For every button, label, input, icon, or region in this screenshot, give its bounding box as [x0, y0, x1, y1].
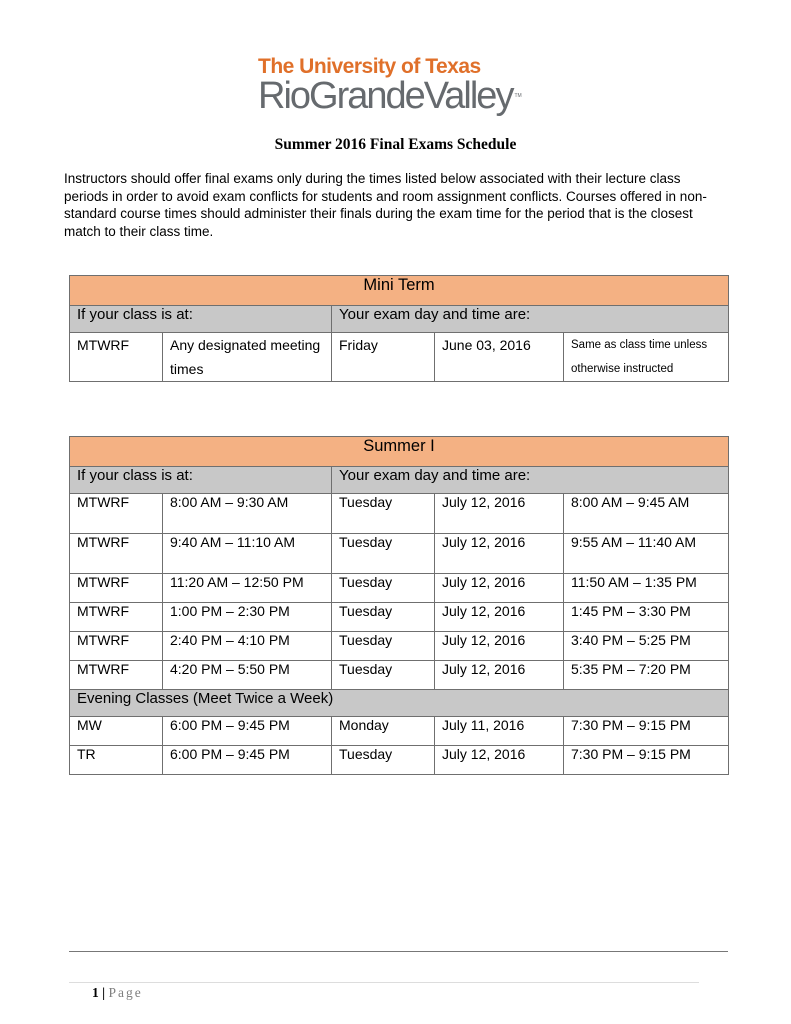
class-time: 6:00 PM – 9:45 PM — [163, 746, 332, 775]
document-title: Summer 2016 Final Exams Schedule — [274, 136, 517, 153]
logo-line-1: The University of Texas — [258, 55, 481, 78]
class-days: MTWRF — [70, 632, 163, 661]
class-days: MTWRF — [70, 661, 163, 690]
exam-date: July 11, 2016 — [435, 717, 564, 746]
university-logo — [258, 55, 538, 115]
exam-time: 1:45 PM – 3:30 PM — [564, 603, 729, 632]
class-time: 11:20 AM – 12:50 PM — [163, 574, 332, 603]
exam-time: 7:30 PM – 9:15 PM — [564, 746, 729, 775]
table-row — [70, 717, 729, 746]
table-row — [70, 632, 729, 661]
intro-paragraph: Instructors should offer final exams only during the times listed below associated with their lecture class periods in order to avoid exam conflicts for students and room assignment conflicts. Courses offered in non-standard course times should administer their finals during the exam time for the period that is the closest match to their class time. — [64, 171, 707, 239]
class-time: Any designated meeting times — [163, 333, 332, 382]
class-time: 1:00 PM – 2:30 PM — [163, 603, 332, 632]
class-time: 4:20 PM – 5:50 PM — [163, 661, 332, 690]
table-row — [70, 333, 729, 382]
mini-term-col-right-header: Your exam day and time are: — [332, 306, 729, 333]
exam-time: 11:50 AM – 1:35 PM — [564, 574, 729, 603]
class-days: MTWRF — [70, 603, 163, 632]
table-row — [70, 746, 729, 775]
exam-date: July 12, 2016 — [435, 534, 564, 574]
exam-time: 8:00 AM – 9:45 AM — [564, 494, 729, 534]
evening-classes-header: Evening Classes (Meet Twice a Week) — [70, 690, 729, 717]
exam-date: July 12, 2016 — [435, 661, 564, 690]
class-days: MTWRF — [70, 574, 163, 603]
table-row — [70, 534, 729, 574]
footer-divider-light — [69, 982, 699, 983]
table-row — [70, 661, 729, 690]
mini-term-table — [69, 275, 729, 382]
exam-date: July 12, 2016 — [435, 746, 564, 775]
exam-time: 3:40 PM – 5:25 PM — [564, 632, 729, 661]
exam-date: June 03, 2016 — [435, 333, 564, 382]
exam-day: Friday — [332, 333, 435, 382]
exam-date: July 12, 2016 — [435, 603, 564, 632]
class-days: MTWRF — [70, 333, 163, 382]
exam-date: July 12, 2016 — [435, 632, 564, 661]
class-days: MTWRF — [70, 494, 163, 534]
exam-day: Tuesday — [332, 746, 435, 775]
exam-day: Tuesday — [332, 574, 435, 603]
page-number: 1 — [92, 985, 99, 1000]
mini-term-col-left-header: If your class is at: — [70, 306, 332, 333]
exam-day: Tuesday — [332, 494, 435, 534]
class-days: MTWRF — [70, 534, 163, 574]
exam-time: 9:55 AM – 11:40 AM — [564, 534, 729, 574]
exam-time: 7:30 PM – 9:15 PM — [564, 717, 729, 746]
exam-day: Monday — [332, 717, 435, 746]
logo-trademark: TM — [514, 93, 522, 99]
mini-term-title: Mini Term — [70, 276, 729, 306]
class-time: 2:40 PM – 4:10 PM — [163, 632, 332, 661]
exam-date: July 12, 2016 — [435, 494, 564, 534]
table-row — [70, 603, 729, 632]
table-row — [70, 574, 729, 603]
class-days: TR — [70, 746, 163, 775]
class-time: 8:00 AM – 9:30 AM — [163, 494, 332, 534]
logo-line-2 — [258, 77, 538, 115]
summer-1-col-left-header: If your class is at: — [70, 467, 332, 494]
table-row — [70, 494, 729, 534]
footer-divider — [69, 951, 728, 952]
page-label: Page — [108, 985, 143, 1000]
logo-line-2-text: RioGrandeValley — [258, 75, 513, 117]
footer-separator: | — [102, 985, 106, 1000]
class-days: MW — [70, 717, 163, 746]
class-time: 6:00 PM – 9:45 PM — [163, 717, 332, 746]
page-footer — [92, 985, 143, 1001]
exam-day: Tuesday — [332, 534, 435, 574]
exam-day: Tuesday — [332, 632, 435, 661]
summer-1-col-right-header: Your exam day and time are: — [332, 467, 729, 494]
exam-day: Tuesday — [332, 661, 435, 690]
summer-1-title: Summer I — [70, 437, 729, 467]
exam-day: Tuesday — [332, 603, 435, 632]
exam-time: Same as class time unless otherwise instructed — [564, 333, 729, 382]
summer-1-table — [69, 436, 729, 775]
class-time: 9:40 AM – 11:10 AM — [163, 534, 332, 574]
exam-time: 5:35 PM – 7:20 PM — [564, 661, 729, 690]
exam-date: July 12, 2016 — [435, 574, 564, 603]
